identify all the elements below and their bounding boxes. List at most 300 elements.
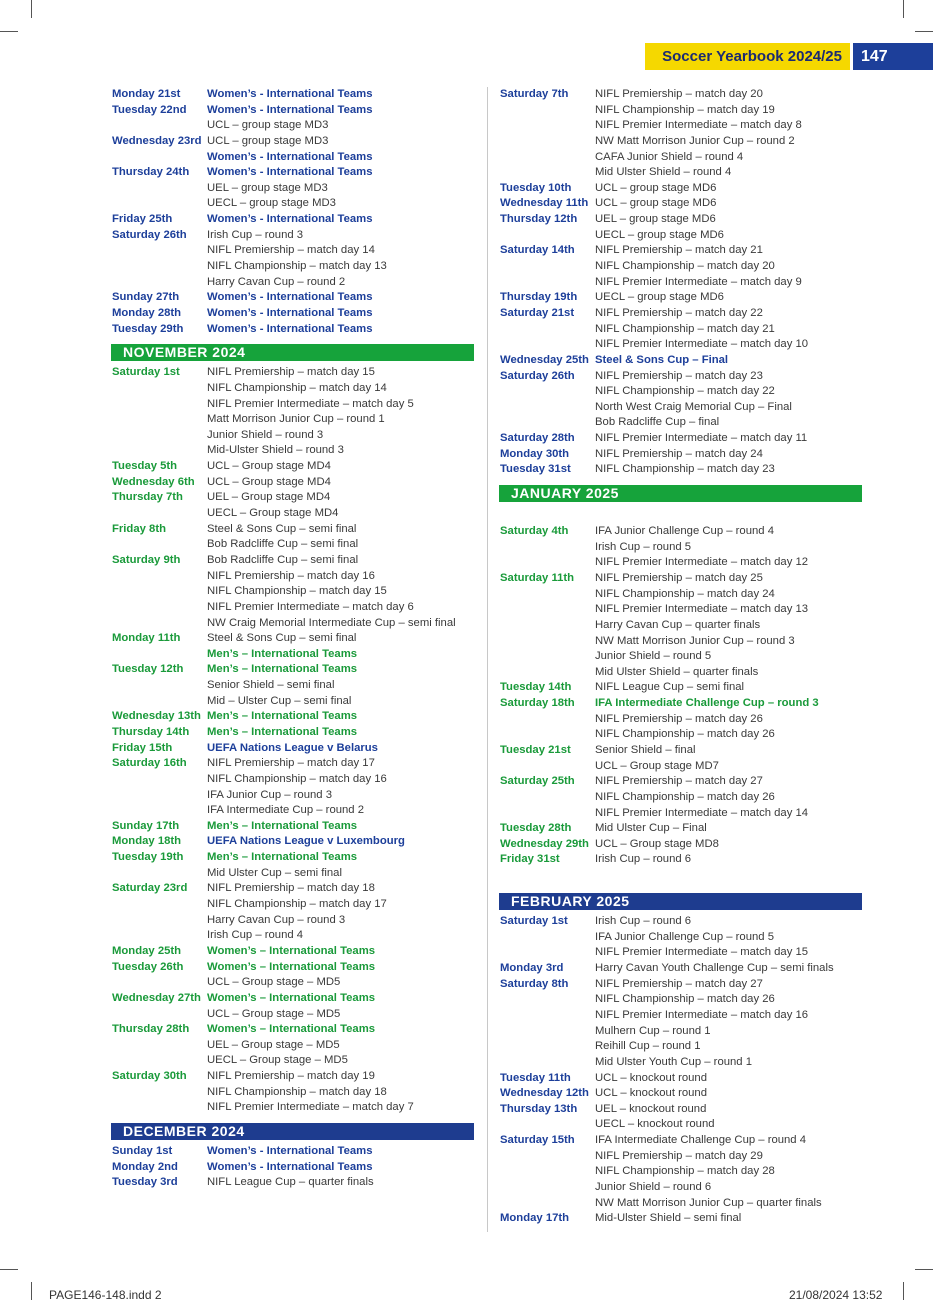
crop-mark	[31, 0, 32, 18]
schedule-event: NIFL Premier Intermediate – match day 9	[595, 275, 802, 288]
schedule-row	[499, 1211, 864, 1227]
schedule-day: Wednesday 12th	[500, 1087, 589, 1100]
schedule-event: Men’s – International Teams	[207, 647, 358, 660]
schedule-row	[499, 1180, 864, 1196]
schedule-event: Women’s - International Teams	[207, 1160, 373, 1173]
schedule-day: Saturday 15th	[500, 1134, 575, 1147]
schedule-event: Mulhern Cup – round 1	[595, 1024, 711, 1037]
schedule-event: NIFL Premiership – match day 27	[595, 977, 763, 990]
schedule-row	[499, 1164, 864, 1180]
schedule-row	[111, 1038, 476, 1054]
schedule-event: UCL – Group stage MD7	[595, 759, 719, 772]
schedule-event: North West Craig Memorial Cup – Final	[595, 400, 792, 413]
schedule-row	[499, 431, 864, 447]
schedule-day: Monday 3rd	[500, 962, 564, 975]
schedule-row	[499, 181, 864, 197]
schedule-row	[111, 991, 476, 1007]
schedule-row	[111, 212, 476, 228]
schedule-day: Tuesday 31st	[500, 463, 571, 476]
schedule-event: NIFL Championship – match day 21	[595, 322, 775, 335]
schedule-row	[499, 259, 864, 275]
schedule-day: Monday 28th	[112, 306, 182, 319]
schedule-event: UCL – Group stage – MD5	[207, 1007, 341, 1020]
month-header: JANUARY 2025	[499, 485, 862, 502]
schedule-event: Women’s - International Teams	[207, 166, 373, 179]
schedule-event: Harry Cavan Cup – round 2	[207, 275, 346, 288]
schedule-day: Monday 30th	[500, 447, 570, 460]
schedule-day: Wednesday 23rd	[112, 134, 202, 147]
schedule-row	[111, 756, 476, 772]
crop-mark	[0, 1269, 18, 1270]
schedule-event: Steel & Sons Cup – semi final	[207, 632, 357, 645]
schedule-day: Wednesday 29th	[500, 837, 589, 850]
schedule-row	[499, 1196, 864, 1212]
schedule-event: UEFA Nations League v Luxembourg	[207, 835, 405, 848]
schedule-event: UCL – knockout round	[595, 1087, 707, 1100]
schedule-event: Mid Ulster Youth Cup – round 1	[595, 1055, 752, 1068]
schedule-event: UEFA Nations League v Belarus	[207, 741, 378, 754]
schedule-day: Saturday 9th	[112, 553, 181, 566]
schedule-event: NIFL Premier Intermediate – match day 10	[595, 338, 809, 351]
schedule-event: Women’s – International Teams	[207, 960, 376, 973]
schedule-row	[499, 930, 864, 946]
schedule-row	[499, 462, 864, 478]
schedule-event: NIFL Premiership – match day 15	[207, 366, 375, 379]
schedule-event: Women’s - International Teams	[207, 150, 373, 163]
schedule-day: Tuesday 14th	[500, 681, 572, 694]
schedule-day: Saturday 28th	[500, 432, 575, 445]
schedule-row	[111, 134, 476, 150]
schedule-event: Matt Morrison Junior Cup – round 1	[207, 413, 385, 426]
schedule-row	[111, 259, 476, 275]
schedule-row	[111, 243, 476, 259]
schedule-row	[499, 1071, 864, 1087]
schedule-day: Tuesday 22nd	[112, 103, 187, 116]
schedule-event: UCL – Group stage MD4	[207, 475, 331, 488]
schedule-event: NIFL Premiership – match day 24	[595, 447, 763, 460]
schedule-event: NIFL Premier Intermediate – match day 13	[595, 603, 809, 616]
schedule-row	[111, 506, 476, 522]
page-number: 147	[853, 43, 933, 70]
schedule-event: Men’s – International Teams	[207, 725, 358, 738]
schedule-event: NIFL Championship – match day 24	[595, 587, 775, 600]
schedule-event: IFA Junior Challenge Cup – round 5	[595, 930, 774, 943]
schedule-row	[499, 275, 864, 291]
schedule-row	[499, 555, 864, 571]
schedule-event: NIFL Premiership – match day 29	[595, 1149, 763, 1162]
schedule-event: Women’s – International Teams	[207, 991, 376, 1004]
crop-mark	[915, 31, 933, 32]
schedule-row	[499, 992, 864, 1008]
schedule-event: IFA Intermediate Challenge Cup – round 4	[595, 1134, 807, 1147]
schedule-row	[499, 1039, 864, 1055]
schedule-row	[499, 743, 864, 759]
schedule-event: UECL – knockout round	[595, 1118, 715, 1131]
schedule-row	[499, 228, 864, 244]
schedule-event: UECL – Group stage – MD5	[207, 1054, 348, 1067]
schedule-row	[499, 447, 864, 463]
schedule-row	[111, 1144, 476, 1160]
schedule-event: Bob Radcliffe Cup – semi final	[207, 553, 359, 566]
schedule-row	[499, 87, 864, 103]
schedule-row	[499, 118, 864, 134]
schedule-row	[499, 322, 864, 338]
schedule-event: NIFL Premiership – match day 19	[207, 1070, 375, 1083]
schedule-row	[499, 1008, 864, 1024]
schedule-row	[499, 243, 864, 259]
schedule-row	[499, 103, 864, 119]
schedule-event: Steel & Sons Cup – Final	[595, 353, 729, 366]
schedule-row	[111, 725, 476, 741]
schedule-event: NIFL Premier Intermediate – match day 15	[595, 946, 809, 959]
schedule-event: NIFL Premiership – match day 26	[595, 712, 763, 725]
schedule-row	[111, 772, 476, 788]
schedule-event: UCL – group stage MD6	[595, 181, 717, 194]
schedule-event: UCL – Group stage – MD5	[207, 976, 341, 989]
schedule-day: Saturday 26th	[500, 369, 575, 382]
schedule-row	[499, 384, 864, 400]
schedule-row	[111, 1160, 476, 1176]
footer-file: PAGE146-148.indd 2	[49, 1288, 162, 1302]
schedule-row	[499, 1024, 864, 1040]
schedule-row	[111, 866, 476, 882]
schedule-day: Monday 25th	[112, 944, 182, 957]
schedule-event: UCL – Group stage MD8	[595, 837, 719, 850]
schedule-day: Saturday 23rd	[112, 882, 188, 895]
schedule-row	[111, 662, 476, 678]
schedule-row	[111, 228, 476, 244]
schedule-row	[499, 369, 864, 385]
schedule-day: Tuesday 29th	[112, 322, 184, 335]
schedule-event: Men’s – International Teams	[207, 663, 358, 676]
schedule-row	[111, 553, 476, 569]
schedule-row	[499, 774, 864, 790]
schedule-row	[111, 181, 476, 197]
schedule-row	[499, 337, 864, 353]
schedule-event: CAFA Junior Shield – round 4	[595, 150, 744, 163]
schedule-row	[111, 709, 476, 725]
spacer	[499, 506, 864, 524]
schedule-event: NIFL Premier Intermediate – match day 6	[207, 600, 414, 613]
schedule-row	[111, 944, 476, 960]
schedule-event: Women’s - International Teams	[207, 291, 373, 304]
schedule-event: Junior Shield – round 5	[595, 650, 712, 663]
schedule-event: UCL – group stage MD3	[207, 119, 329, 132]
schedule-day: Thursday 19th	[500, 291, 578, 304]
schedule-event: UCL – group stage MD6	[595, 197, 717, 210]
schedule-event: NIFL Championship – match day 14	[207, 381, 387, 394]
schedule-day: Thursday 28th	[112, 1023, 190, 1036]
schedule-row	[111, 397, 476, 413]
schedule-event: Men’s – International Teams	[207, 819, 358, 832]
schedule-event: NIFL League Cup – quarter finals	[207, 1176, 374, 1189]
schedule-row	[499, 196, 864, 212]
schedule-row	[111, 928, 476, 944]
schedule-event: NIFL Championship – match day 18	[207, 1085, 387, 1098]
schedule-event: NIFL Premiership – match day 14	[207, 244, 375, 257]
schedule-row	[499, 821, 864, 837]
schedule-event: Junior Shield – round 3	[207, 428, 324, 441]
schedule-row	[111, 647, 476, 663]
schedule-event: UEL – Group stage MD4	[207, 491, 331, 504]
schedule-row	[499, 400, 864, 416]
schedule-event: IFA Junior Challenge Cup – round 4	[595, 525, 774, 538]
schedule-day: Tuesday 26th	[112, 960, 184, 973]
schedule-event: UEL – Group stage – MD5	[207, 1038, 340, 1051]
schedule-day: Friday 8th	[112, 522, 166, 535]
schedule-event: UECL – group stage MD6	[595, 228, 724, 241]
schedule-row	[111, 118, 476, 134]
schedule-day: Saturday 18th	[500, 697, 575, 710]
schedule-day: Saturday 7th	[500, 88, 569, 100]
schedule-day: Tuesday 11th	[500, 1071, 571, 1084]
month-header: FEBRUARY 2025	[499, 893, 862, 910]
schedule-row	[499, 353, 864, 369]
schedule-day: Wednesday 11th	[500, 197, 589, 210]
schedule-event: NIFL Premier Intermediate – match day 12	[595, 556, 809, 569]
schedule-row	[111, 459, 476, 475]
schedule-row	[499, 977, 864, 993]
schedule-row	[499, 790, 864, 806]
schedule-event: Men’s – International Teams	[207, 710, 358, 723]
schedule-event: NIFL Championship – match day 19	[595, 103, 775, 116]
schedule-row	[499, 524, 864, 540]
schedule-event: NIFL Championship – match day 23	[595, 463, 775, 476]
schedule-day: Saturday 14th	[500, 244, 575, 257]
schedule-day: Saturday 16th	[112, 757, 187, 770]
schedule-row	[111, 897, 476, 913]
schedule-event: NIFL Championship – match day 20	[595, 260, 775, 273]
schedule-day: Wednesday 25th	[500, 353, 589, 366]
schedule-day: Tuesday 10th	[500, 181, 572, 194]
schedule-row	[499, 1133, 864, 1149]
schedule-day: Friday 25th	[112, 213, 173, 226]
schedule-day: Thursday 12th	[500, 213, 578, 226]
schedule-event: Women’s – International Teams	[207, 1023, 376, 1036]
crop-mark	[903, 1282, 904, 1300]
schedule-event: UECL – Group stage MD4	[207, 507, 339, 520]
schedule-event: NIFL Premiership – match day 22	[595, 306, 763, 319]
schedule-row	[499, 837, 864, 853]
schedule-event: NW Matt Morrison Junior Cup – round 3	[595, 634, 795, 647]
schedule-day: Saturday 8th	[500, 977, 569, 990]
schedule-row	[111, 819, 476, 835]
schedule-event: Junior Shield – round 6	[595, 1181, 712, 1193]
schedule-day: Wednesday 13th	[112, 710, 201, 723]
schedule-event: NIFL Premier Intermediate – match day 11	[595, 432, 808, 445]
schedule-event: UEL – knockout round	[595, 1102, 707, 1115]
schedule-row	[499, 945, 864, 961]
schedule-event: UECL – group stage MD6	[595, 291, 724, 304]
schedule-row	[111, 1007, 476, 1023]
schedule-row	[111, 1175, 476, 1191]
schedule-day: Monday 18th	[112, 835, 182, 848]
schedule-row	[111, 1022, 476, 1038]
schedule-event: NIFL Premiership – match day 25	[595, 571, 763, 584]
schedule-event: UEL – group stage MD6	[595, 213, 716, 226]
schedule-row	[111, 322, 476, 338]
schedule-row	[111, 150, 476, 166]
schedule-row	[111, 443, 476, 459]
schedule-event: NIFL Premier Intermediate – match day 7	[207, 1101, 414, 1114]
schedule-row	[111, 616, 476, 632]
schedule-event: NW Craig Memorial Intermediate Cup – semi final	[207, 616, 456, 629]
schedule-row	[499, 1117, 864, 1133]
schedule-event: NIFL Championship – match day 13	[207, 260, 387, 273]
schedule-event: NIFL Premiership – match day 23	[595, 369, 763, 382]
schedule-event: Mid Ulster Shield – quarter finals	[595, 665, 759, 678]
schedule-row	[111, 569, 476, 585]
schedule-row	[111, 850, 476, 866]
schedule-day: Saturday 1st	[500, 915, 568, 928]
page-header	[645, 43, 933, 70]
schedule-event: NIFL Championship – match day 28	[595, 1165, 775, 1178]
schedule-event: NW Matt Morrison Junior Cup – quarter finals	[595, 1196, 822, 1209]
schedule-row	[111, 584, 476, 600]
schedule-row	[111, 631, 476, 647]
schedule-event: NIFL Championship – match day 22	[595, 385, 775, 398]
schedule-row	[111, 913, 476, 929]
schedule-event: Irish Cup – round 5	[595, 540, 692, 553]
schedule-row	[111, 694, 476, 710]
schedule-event: NIFL League Cup – semi final	[595, 681, 745, 694]
schedule-row	[111, 1069, 476, 1085]
schedule-row	[499, 806, 864, 822]
schedule-row	[499, 649, 864, 665]
schedule-event: Harry Cavan Cup – quarter finals	[595, 618, 761, 631]
schedule-day: Sunday 1st	[112, 1145, 173, 1157]
schedule-row	[499, 540, 864, 556]
schedule-row	[111, 196, 476, 212]
schedule-day: Wednesday 6th	[112, 475, 195, 488]
schedule-row	[111, 788, 476, 804]
schedule-row	[111, 1085, 476, 1101]
schedule-event: Bob Radcliffe Cup – semi final	[207, 538, 359, 551]
schedule-row	[499, 961, 864, 977]
schedule-row	[499, 665, 864, 681]
schedule-event: IFA Junior Cup – round 3	[207, 788, 332, 801]
schedule-event: UECL – group stage MD3	[207, 197, 336, 210]
schedule-row	[499, 290, 864, 306]
schedule-row	[499, 587, 864, 603]
schedule-event: Senior Shield – final	[595, 743, 696, 756]
schedule-row	[111, 290, 476, 306]
schedule-event: Reihill Cup – round 1	[595, 1040, 701, 1053]
schedule-row	[111, 165, 476, 181]
schedule-row	[499, 618, 864, 634]
spacer	[499, 868, 864, 886]
schedule-row	[111, 365, 476, 381]
schedule-event: NIFL Premier Intermediate – match day 16	[595, 1008, 809, 1021]
schedule-row	[499, 727, 864, 743]
schedule-event: NIFL Championship – match day 17	[207, 898, 387, 911]
schedule-day: Saturday 25th	[500, 775, 575, 788]
schedule-event: Mid Ulster Cup – semi final	[207, 866, 342, 879]
schedule-day: Tuesday 19th	[112, 851, 184, 864]
schedule-row	[499, 680, 864, 696]
schedule-event: Women’s - International Teams	[207, 306, 373, 319]
schedule-event: Mid-Ulster Shield – semi final	[595, 1212, 742, 1225]
schedule-event: NIFL Premiership – match day 20	[595, 88, 763, 100]
schedule-event: Irish Cup – round 6	[595, 915, 692, 928]
schedule-day: Tuesday 5th	[112, 460, 178, 473]
schedule-row	[111, 975, 476, 991]
schedule-row	[499, 759, 864, 775]
schedule-day: Saturday 21st	[500, 306, 575, 319]
schedule-day: Tuesday 28th	[500, 822, 572, 835]
schedule-row	[499, 712, 864, 728]
schedule-day: Tuesday 12th	[112, 663, 184, 676]
schedule-row	[111, 678, 476, 694]
schedule-event: NIFL Premier Intermediate – match day 5	[207, 397, 414, 410]
schedule-day: Monday 11th	[112, 632, 181, 645]
schedule-row	[499, 165, 864, 181]
schedule-day: Friday 15th	[112, 741, 173, 754]
schedule-day: Friday 31st	[500, 853, 560, 866]
schedule-event: Mid – Ulster Cup – semi final	[207, 694, 352, 707]
schedule-event: Mid Ulster Shield – round 4	[595, 166, 732, 179]
schedule-event: NIFL Championship – match day 26	[595, 993, 775, 1006]
schedule-day: Saturday 30th	[112, 1070, 187, 1083]
schedule-row	[499, 634, 864, 650]
schedule-row	[499, 306, 864, 322]
schedule-row	[111, 960, 476, 976]
schedule-row	[111, 600, 476, 616]
schedule-row	[499, 571, 864, 587]
schedule-row	[111, 834, 476, 850]
schedule-event: Women’s – International Teams	[207, 944, 376, 957]
schedule-day: Monday 21st	[112, 88, 181, 100]
schedule-row	[499, 602, 864, 618]
schedule-event: Women’s - International Teams	[207, 1145, 373, 1157]
schedule-day: Thursday 13th	[500, 1102, 578, 1115]
schedule-event: UCL – Group stage MD4	[207, 460, 331, 473]
schedule-row	[499, 852, 864, 868]
schedule-row	[111, 103, 476, 119]
schedule-event: Irish Cup – round 3	[207, 228, 304, 241]
schedule-row	[499, 914, 864, 930]
schedule-row	[499, 212, 864, 228]
schedule-event: NIFL Premiership – match day 27	[595, 775, 763, 788]
schedule-row	[499, 1149, 864, 1165]
schedule-day: Thursday 7th	[112, 491, 183, 504]
schedule-day: Monday 2nd	[112, 1160, 178, 1173]
schedule-day: Thursday 14th	[112, 725, 190, 738]
schedule-event: NIFL Championship – match day 26	[595, 790, 775, 803]
schedule-row	[499, 696, 864, 712]
schedule-event: Bob Radcliffe Cup – final	[595, 416, 720, 429]
header-title: Soccer Yearbook 2024/25	[645, 43, 850, 70]
schedule-event: Mid Ulster Cup – Final	[595, 822, 707, 835]
schedule-day: Saturday 11th	[500, 571, 575, 584]
schedule-row	[111, 490, 476, 506]
schedule-event: Women’s - International Teams	[207, 103, 373, 116]
schedule-event: UCL – knockout round	[595, 1071, 707, 1084]
schedule-row	[111, 522, 476, 538]
schedule-row	[111, 428, 476, 444]
schedule-row	[111, 537, 476, 553]
schedule-row	[111, 412, 476, 428]
schedule-row	[111, 275, 476, 291]
schedule-event: Mid-Ulster Shield – round 3	[207, 444, 344, 457]
schedule-event: NIFL Premiership – match day 16	[207, 569, 375, 582]
schedule-row	[499, 1055, 864, 1071]
schedule-event: NIFL Premiership – match day 21	[595, 244, 763, 257]
schedule-event: IFA Intermediate Cup – round 2	[207, 804, 364, 817]
schedule-day: Tuesday 3rd	[112, 1176, 178, 1189]
schedule-event: Women’s - International Teams	[207, 88, 373, 100]
schedule-event: UCL – group stage MD3	[207, 134, 329, 147]
